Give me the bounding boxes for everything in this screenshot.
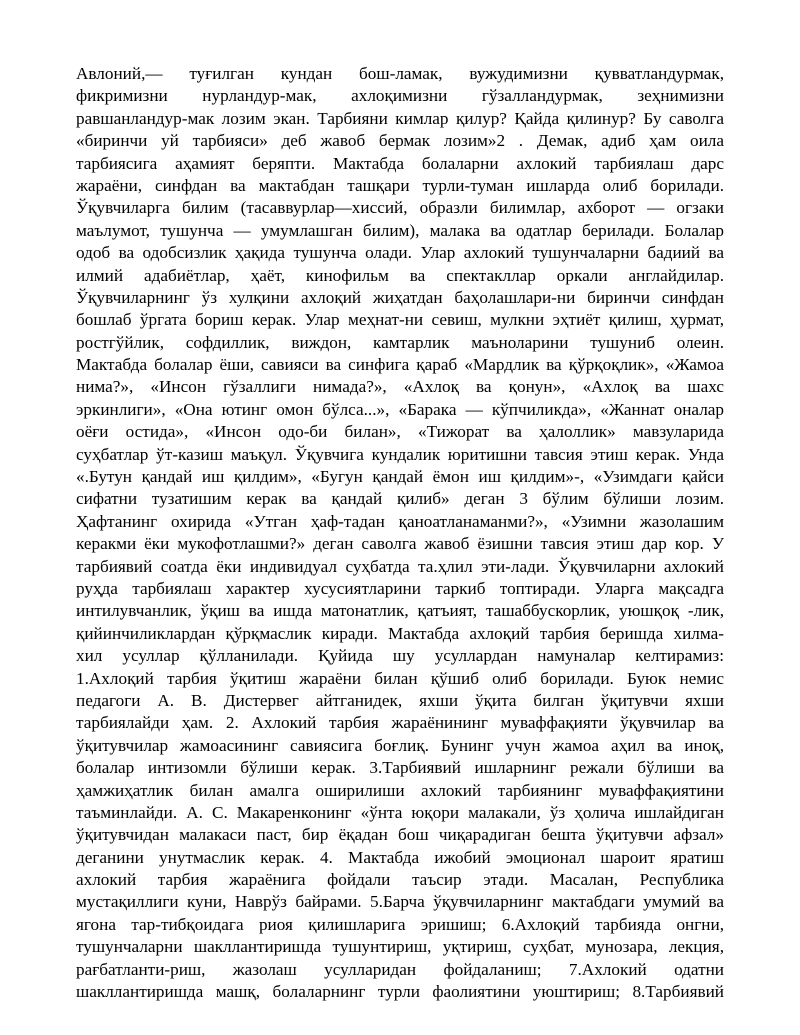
- text-line: тарбиялайди ҳам. 2. Ахлокий тарбия жараёнининг муваффақияти ўқувчилар ва: [76, 713, 724, 733]
- text-line: ҳамжиҳатлик билан амалга оширилиши ахлокий тарбиянинг муваффақиятини: [76, 780, 724, 800]
- text-line: фикримизни нурландур-мак, ахлоқимизни гўзалландурмак, зеҳнимизни: [76, 86, 724, 106]
- text-line: деганини унутмаслик керак. 4. Мактабда ижобий эмоционал шароит яратиш: [76, 847, 724, 867]
- text-line: ўқитувчилар жамоасининг савиясига боғлиқ. Бунинг учун жамоа аҳил ва иноқ,: [76, 735, 724, 755]
- text-line: сифатни тузатишим керак ва қандай қилиб» деган 3 бўлим бўлиши лозим.: [76, 489, 724, 509]
- text-line: керакми ёки мукофотлашми?» деган саволга жавоб ёзишни тавсия этиш дар кор. У: [76, 534, 724, 554]
- text-line: оёғи остида», «Инсон одо-би билан», «Тижорат ва ҳалоллик» мавзуларида: [76, 422, 724, 442]
- text-line: ростгўйлик, софдиллик, виждон, камтарлик маъноларини тушуниб олеин.: [76, 332, 724, 352]
- document-body: [76, 63, 724, 1003]
- text-line: «.Бутун қандай иш қилдим», «Бугун қандай ёмон иш қилдим»-, «Узимдаги қайси: [76, 467, 724, 487]
- text-line: Ҳафтанинг охирида «Утган ҳаф-тадан қаноатланаманми?», «Узимни жазолашим: [76, 511, 724, 531]
- text-line: Ўқувчиларга билим (тасаввурлар—хиссий, образли билимлар, ахборот — огзаки: [76, 198, 724, 218]
- text-line: Авлоний,— туғилган кундан бош-ламак, вужудимизни қувватландурмак,: [76, 64, 724, 83]
- text-line: бошлаб ўргата бориш керак. Улар меҳнат-ни севиш, мулкни эҳтиёт қилиш, ҳурмат,: [76, 310, 724, 330]
- text-line: 1.Ахлоқий тарбия ўқитиш жараёни билан қўшиб олиб борилади. Буюк немис: [76, 668, 724, 688]
- text-line: суҳбатлар ўт-казиш маъқул. Ўқувчига кундалик юритишни тавсия этиш керак. Унда: [76, 444, 724, 464]
- text-line: тарбиявий соатда ёки индивидуал суҳбатда та.ҳлил эти-лади. Ўқувчиларни ахлокий: [76, 556, 724, 576]
- text-line: рағбатланти-риш, жазолаш усулларидан фойдаланиш; 7.Ахлокий одатни: [76, 959, 724, 979]
- text-line: ягона тар-тибқоидага риоя қилишларига эришиш; 6.Ахлоқий тарбияда онгни,: [76, 914, 724, 934]
- text-line: ўқитувчидан малакаси паст, бир ёқадан бош чиқарадиган бешта ўқитувчи афзал»: [76, 825, 724, 845]
- text-line: тарбиясига аҳамият беряпти. Мактабда болаларни ахлокий тарбиялаш дарс: [76, 153, 724, 173]
- text-line: Ўқувчиларнинг ўз хулқини ахлоқий жиҳатдан баҳолашлари-ни биринчи синфдан: [76, 287, 724, 307]
- text-line: руҳда тарбиялаш характер хусусиятларини таркиб топтиради. Уларга мақсадга: [76, 578, 724, 598]
- text-line: Мактабда болалар ёши, савияси ва синфига қараб «Мардлик ва қўрқоқлик», «Жамоа: [76, 355, 724, 375]
- text-line: мустақиллиги куни, Наврўз байрами. 5.Барча ўқувчиларнинг мактабдаги умумий ва: [76, 892, 724, 912]
- text-line: педагоги А. В. Дистервег айтганидек, яхши ўқита билган ўқитувчи яхши: [76, 690, 724, 710]
- text-line: эркинлиги», «Она ютинг омон бўлса...», «Барака — кўпчиликда», «Жаннат оналар: [76, 399, 724, 419]
- text-line: илмий адабиётлар, ҳаёт, кинофильм ва спектакллар оркали англайдилар.: [76, 265, 724, 285]
- text-line: таъминлайди. А. С. Макаренконинг «ўнта юқори малакали, ўз ҳолича ишлайдиган: [76, 802, 724, 822]
- text-line: ахлокий тарбия жараёнига фойдали таъсир этади. Масалан, Республика: [76, 870, 724, 890]
- text-line: болалар интизомли бўлиши керак. 3.Тарбиявий ишларнинг режали бўлиши ва: [76, 758, 724, 778]
- text-line: шакллантиришда машқ, болаларнинг турли фаолиятини уюштириш; 8.Тарбиявий: [76, 982, 724, 1002]
- text-line: равшанландур-мак лозим экан. Тарбияни кимлар қилур? Қайда қилинур? Бу саволга: [76, 108, 724, 128]
- text-line: маълумот, тушунча — умумлашган билим), малака ва одатлар берилади. Болалар: [76, 220, 724, 240]
- text-line: нима?», «Инсон гўзаллиги нимада?», «Ахлоқ ва қонун», «Ахлоқ ва шахс: [76, 377, 724, 397]
- text-line: тушунчаларни шакллантиришда тушунтириш, уқтириш, суҳбат, мунозара, лекция,: [76, 937, 724, 957]
- text-line: жараёни, синфдан ва мактабдан ташқари турли-туман ишларда олиб борилади.: [76, 175, 724, 195]
- text-line: қийинчиликлардан қўрқмаслик киради. Мактабда ахлоқий тарбия беришда хилма-: [76, 623, 724, 643]
- text-line: «биринчи уй тарбияси» деб жавоб бермак лозим»2 . Демак, адиб ҳам оила: [76, 131, 724, 151]
- text-line: одоб ва одобсизлик ҳақида тушунча олади. Улар ахлокий тушунчаларни бадиий ва: [76, 243, 724, 263]
- text-line: хил усуллар қўлланилади. Қуйида шу усуллардан намуналар келтирамиз:: [76, 646, 724, 666]
- text-line: интилувчанлик, ўқиш ва ишда матонатлик, қатъият, ташаббускорлик, уюшқоқ -лик,: [76, 601, 724, 621]
